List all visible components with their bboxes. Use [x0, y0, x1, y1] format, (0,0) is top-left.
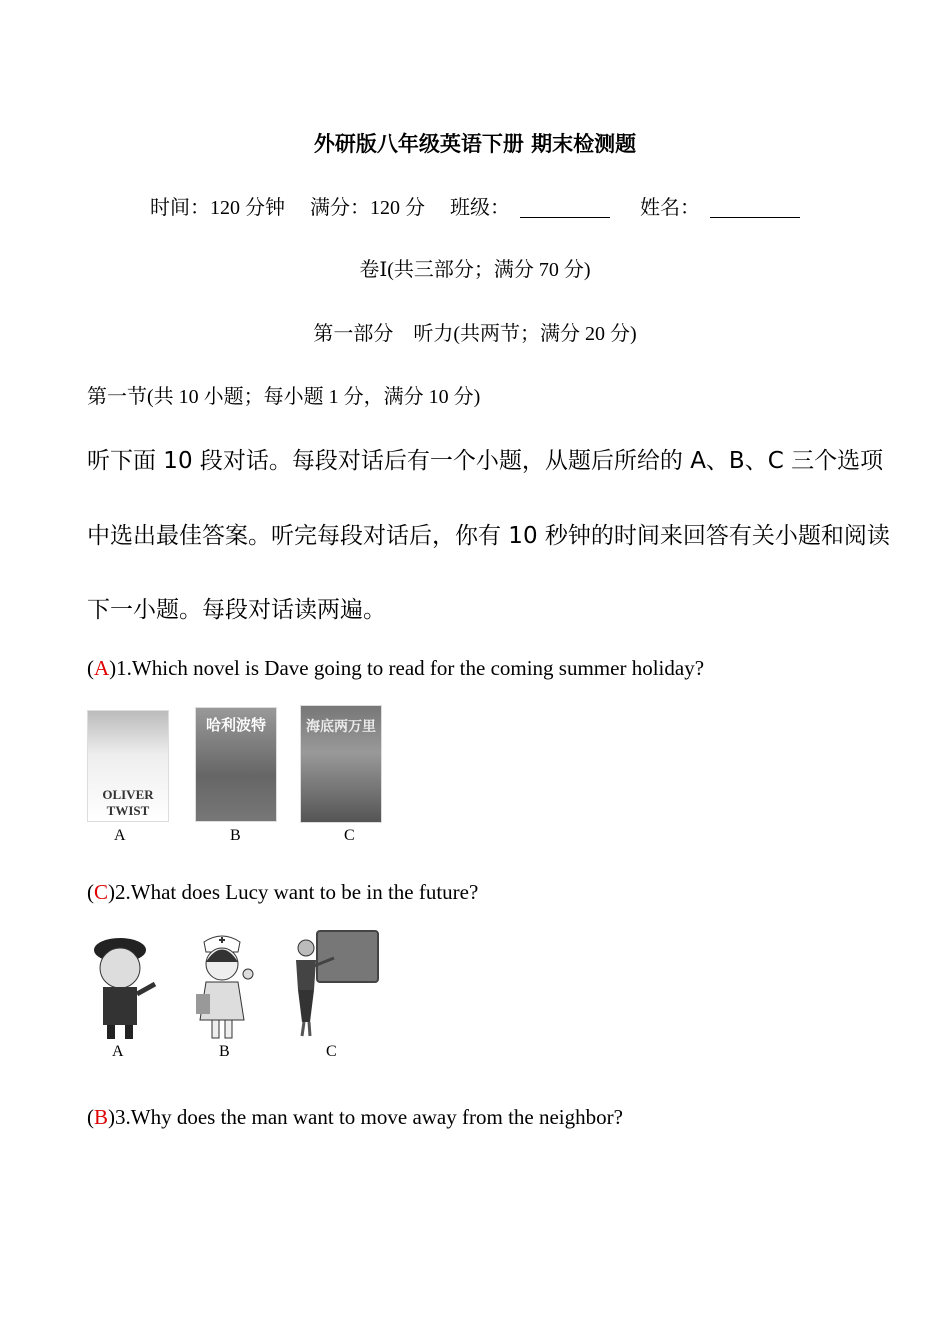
cover-twenty-thousand-leagues-image: 海底两万里	[300, 705, 382, 823]
cover-oliver-twist-image: OLIVER TWIST	[87, 710, 169, 822]
cover-harry-potter-image: 哈利波特	[195, 707, 277, 822]
answer-mark: C	[94, 880, 109, 904]
teacher-image	[288, 930, 380, 1040]
option-label: C	[344, 827, 355, 844]
name-label: 姓名：	[640, 197, 700, 219]
page-title: 外研版八年级英语下册 期末检测题	[313, 132, 637, 156]
instruction-line: 下一小题。每段对话读两遍。	[87, 597, 386, 623]
name-blank[interactable]	[710, 199, 800, 218]
time-label: 时间：	[150, 197, 210, 219]
time-value: 120 分钟	[210, 197, 285, 219]
answer-mark: B	[94, 1105, 109, 1129]
question-text: 3.Why does the man want to move away from the neighbor?	[115, 1105, 623, 1129]
option-label: C	[326, 1043, 337, 1060]
option-label: A	[112, 1043, 124, 1060]
instruction-line: 听下面 10 段对话。每段对话后有一个小题，从题后所给的 A、B、C 三个选项	[87, 448, 884, 474]
part-heading: 第一部分 听力(共两节；满分 20 分)	[313, 323, 637, 345]
question-text: 2.What does Lucy want to be in the future?	[115, 880, 479, 904]
option-label: B	[219, 1043, 230, 1060]
question-text: 1.Which novel is Dave going to read for the coming summer holiday?	[116, 656, 705, 680]
answer-mark: A	[94, 656, 110, 680]
option-label: B	[230, 827, 241, 844]
instruction-line: 中选出最佳答案。听完每段对话后，你有 10 秒钟的时间来回答有关小题和阅读	[87, 523, 890, 549]
exam-info	[0, 191, 950, 220]
option-label: A	[114, 827, 126, 844]
question-2: (C)2.What does Lucy want to be in the future?	[87, 880, 479, 904]
police-officer-image	[85, 932, 165, 1042]
volume-heading: 卷Ⅰ(共三部分；满分 70 分)	[359, 259, 591, 281]
section-heading: 第一节(共 10 小题；每小题 1 分，满分 10 分)	[87, 386, 481, 408]
score-label: 满分：	[310, 197, 370, 219]
class-label: 班级：	[450, 197, 510, 219]
nurse-image	[192, 932, 262, 1042]
class-blank[interactable]	[520, 199, 610, 218]
question-1: (A)1.Which novel is Dave going to read for the coming summer holiday?	[87, 656, 705, 680]
score-value: 120 分	[370, 197, 425, 219]
question-3: (B)3.Why does the man want to move away from the neighbor?	[87, 1105, 623, 1129]
